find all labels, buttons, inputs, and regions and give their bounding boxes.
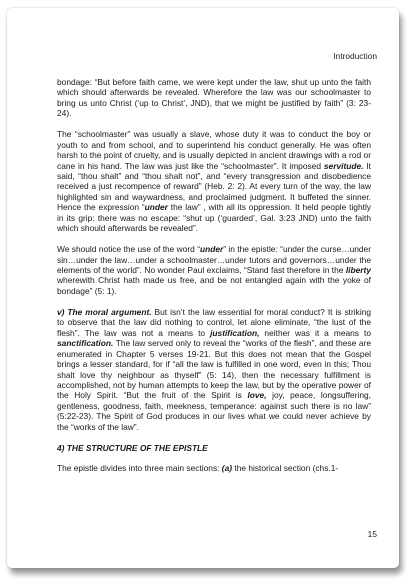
emphasis-love: love, [247,390,267,401]
paragraph-3: We should notice the use of the word “under” in the epistle: “under the curse…under sin…under the law…under a schoolmaster…under tutors and governors…under the elements of the world”. No wonder Paul exclaims, “Stand fast therefore in the liberty wherewith Christ hath made us free, and be not entangled again with the yoke of bondage” (5: 1). [57,244,371,296]
page-body [57,77,371,484]
running-header: Introduction [333,51,377,61]
emphasis-list-marker: (a) [221,463,233,474]
emphasis-under: under [199,244,224,255]
paragraph-5: The epistle divides into three main sections: (a) the historical section (chs.1- [57,463,339,474]
emphasis-under: under [144,202,168,213]
section-heading: 4) THE STRUCTURE OF THE EPISTLE [57,442,208,453]
page-number: 15 [367,529,377,539]
emphasis-liberty: liberty [345,265,371,276]
emphasis-sanctification: sanctification. [57,338,114,349]
paragraph-2: The “schoolmaster” was usually a slave, whose duty it was to conduct the boy or youth to and from school, and to superintend his conduct generally. He was often harsh to the point of cruelty, and is usually depicted in ancient drawings with a rod or cane in his hand. The law was just like the “schoolmaster”. It imposed servitude. It said, “thou shalt” and “thou shalt not”, and “every transgression and disobedience received a just recompence of reward” (Heb. 2: 2). At every turn of the way, the law highlighted sin and waywardness, and proclaimed judgment. It buffeted the sinner. Hence the expression “under the law” , with all its oppression. It held people tightly in its grip: there was no escape: “shut up (‘guarded’, Gal. 3:23 JND) unto the faith which should afterwards be revealed”. [57,129,372,234]
emphasis-servitude: servitude. [323,160,364,171]
emphasis-justification: justification, [210,327,260,338]
subsection-heading-moral-argument: v) The moral argument. [57,306,152,317]
document-page [7,8,399,568]
paragraph-1: bondage: “But before faith came, we were kept under the law, shut up unto the faith which should afterwards be revealed. Wherefore the law was our schoolmaster to bring us unto Christ (‘up to Christ’, JND), that we might be justified by faith” (3: 23-24). [57,77,371,119]
paragraph-4: v) The moral argument. But isn’t the law essential for moral conduct? It is striking to observe that the law did nothing to control, let alone eliminate, “the lust of the flesh”. The law was not a means to justification, neither was it a means to sanctification. The law served only to reveal the “works of the flesh”, and these are enumerated in Chapter 5 verses 19-21. But this does not mean that the Gospel brings a lesser standard, for if “all the law is fulfilled in one word, even in this; Thou shalt love thy neighbour as thyself” (5: 14), then the necessary fulfillment is accomplished, not by human attempts to keep the law, but by the operative power of the Holy Spirit. “But the fruit of the Spirit is love, joy, peace, longsuffering, gentleness, goodness, faith, meekness, temperance: against such there is no law” (5:22-23). The Spirit of God produces in our lives what we could never achieve by the “works of the law”. [57,306,372,432]
